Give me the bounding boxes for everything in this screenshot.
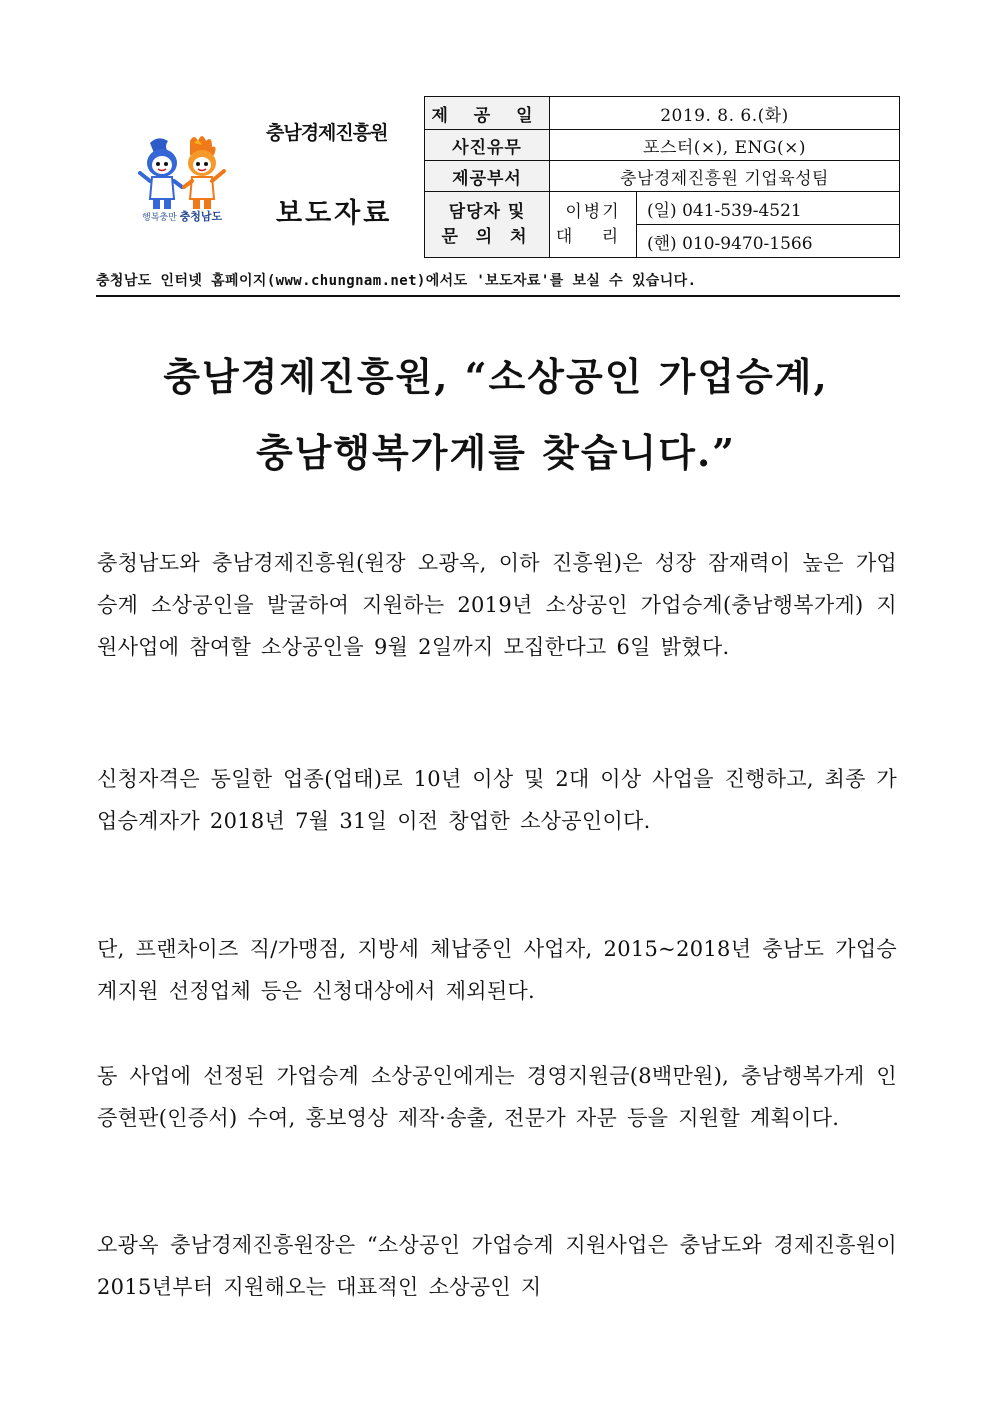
photo-label: 사진유무 xyxy=(425,130,550,161)
logo-caption-main: 충청남도 xyxy=(179,210,223,223)
contact-label-line2: 문 의 처 xyxy=(441,226,533,247)
body-paragraph-3: 단, 프랜차이즈 직/가맹점, 지방세 체납중인 사업자, 2015~2018년 충남도 가업승계지원 선정업체 등은 신청대상에서 제외된다. xyxy=(97,937,897,1003)
homepage-notice: 충청남도 인터넷 홈페이지(www.chungnam.net)에서도 '보도자료'를 보실 수 있습니다. xyxy=(96,273,697,289)
doc-type-title: 보도자료 xyxy=(276,198,393,229)
contact-label xyxy=(425,192,550,258)
dept-label: 제공부서 xyxy=(425,161,550,192)
headline-line-2: 충남행복가게를 찾습니다.” xyxy=(255,430,737,475)
info-table xyxy=(424,96,900,258)
phone-mobile: (핸) 010-9470-1566 xyxy=(637,225,900,258)
contact-name: 이병기 xyxy=(565,201,621,222)
phone-office: (일) 041-539-4521 xyxy=(637,192,900,225)
headline-line-1: 충남경제진흥원, “소상공인 가업승계, xyxy=(163,354,829,399)
header-divider xyxy=(96,295,900,297)
body-paragraph-1: 충청남도와 충남경제진흥원(원장 오광옥, 이하 진흥원)은 성장 잠재력이 높은 가업승계 소상공인을 발굴하여 지원하는 2019년 소상공인 가업승계(충남행복가게) 지원사업에 참여할 소상공인을 9월 2일까지 모집한다고 6일 밝혔다. xyxy=(97,551,897,659)
body-paragraph-4: 동 사업에 선정된 가업승계 소상공인에게는 경영지원금(8백만원), 충남행복가게 인증현판(인증서) 수여, 홍보영상 제작·송출, 전문가 자문 등을 지원할 계획이다. xyxy=(97,1064,897,1130)
contact-person xyxy=(550,192,637,258)
logo-caption xyxy=(142,208,222,224)
dept-value: 충남경제진흥원 기업육성팀 xyxy=(550,161,900,192)
contact-title: 대 리 xyxy=(555,226,631,247)
logo-caption-small: 행복충만 xyxy=(142,213,177,223)
photo-value: 포스터(×), ENG(×) xyxy=(550,130,900,161)
body-paragraph-2: 신청자격은 동일한 업종(업태)로 10년 이상 및 2대 이상 사업을 진행하고, 최종 가업승계자가 2018년 7월 31일 이전 창업한 소상공인이다. xyxy=(97,767,897,833)
organization-name: 충남경제진흥원 xyxy=(266,122,388,144)
body-paragraph-5: 오광옥 충남경제진흥원장은 “소상공인 가업승계 지원사업은 충남도와 경제진흥원이 2015년부터 지원해오는 대표적인 소상공인 지 xyxy=(97,1233,897,1299)
contact-label-line1: 담당자 및 xyxy=(448,201,526,222)
date-label: 제 공 일 xyxy=(425,97,550,130)
date-value: 2019. 8. 6.(화) xyxy=(550,97,900,130)
